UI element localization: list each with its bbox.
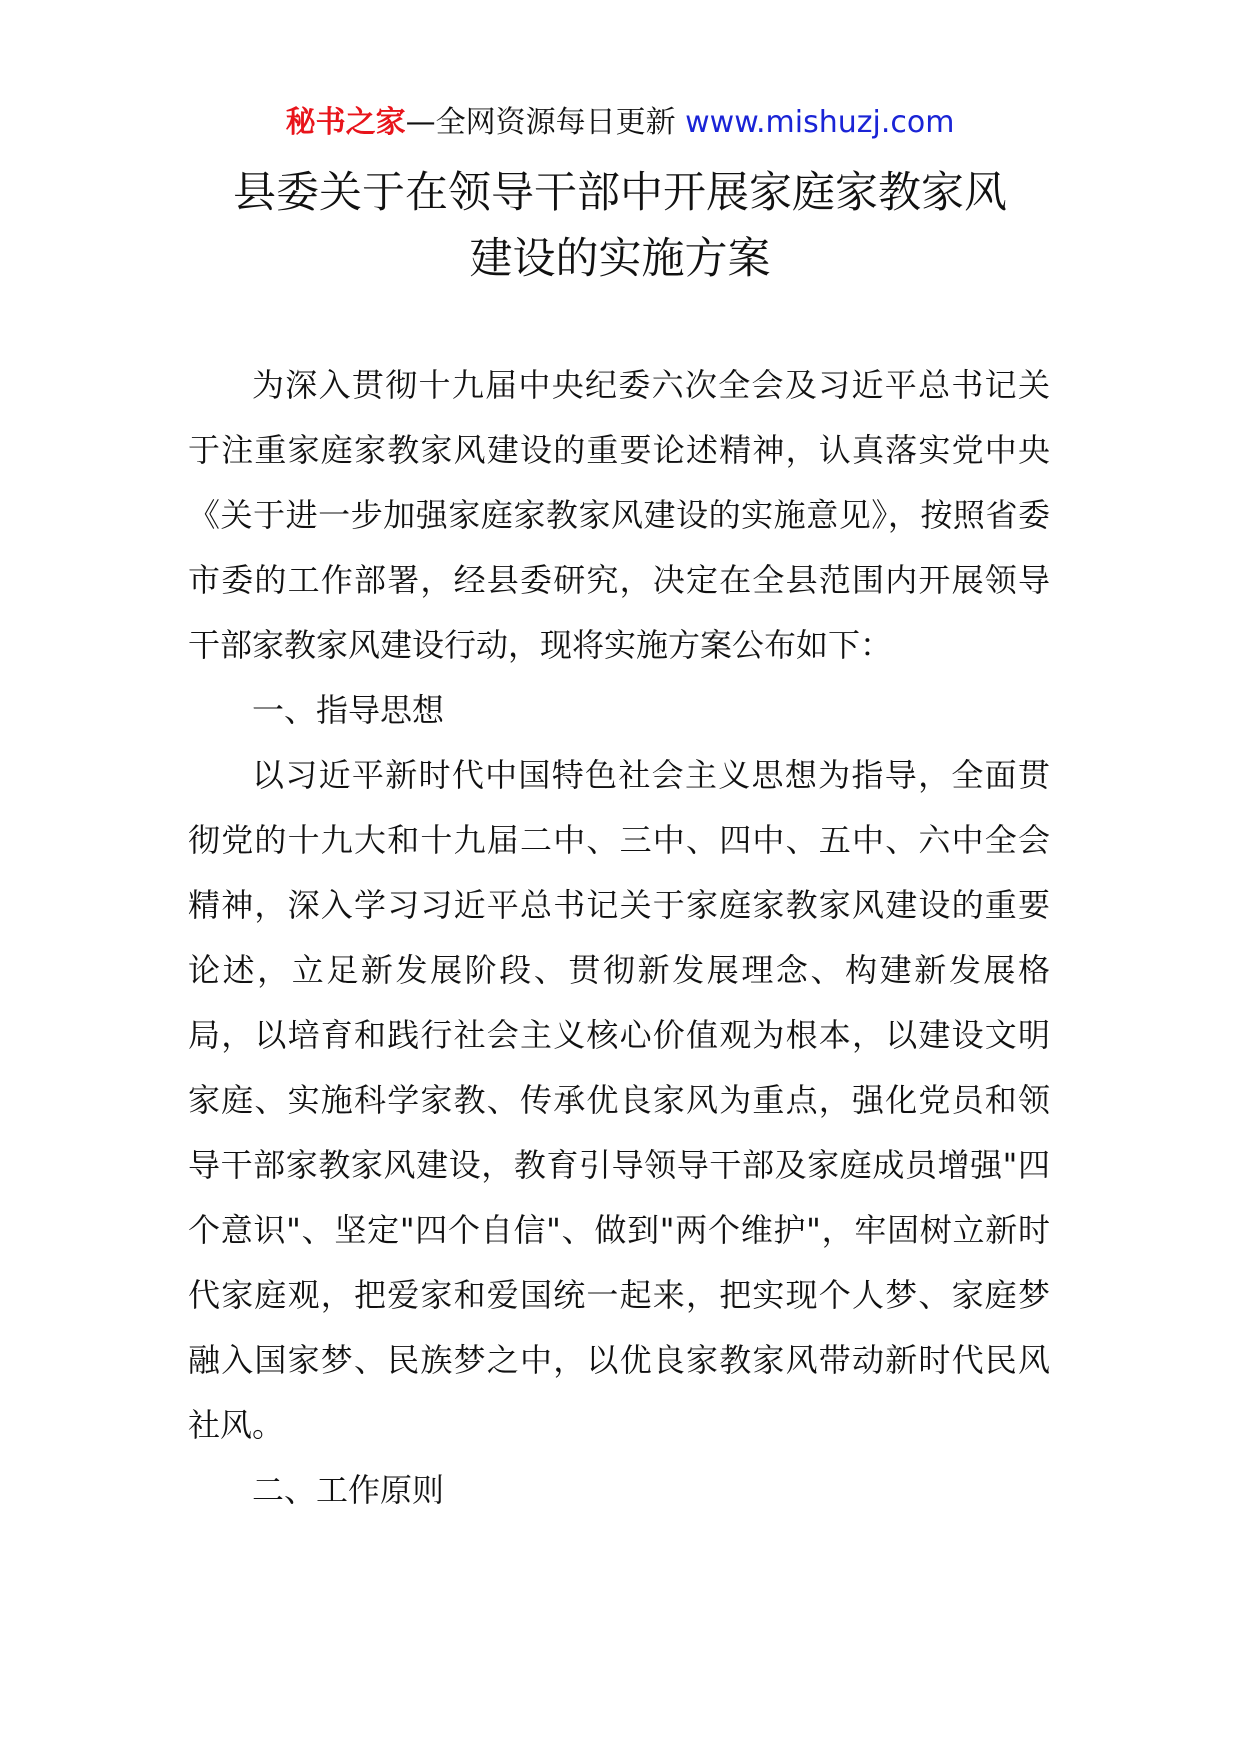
title-line-1: 县委关于在领导干部中开展家庭家教家风 xyxy=(233,168,1007,218)
intro-paragraph: 为深入贯彻十九届中央纪委六次全会及习近平总书记关于注重家庭家教家风建设的重要论述精神，认真落实党中央《关于进一步加强家庭家教家风建设的实施意见》，按照省委市委的工作部署，经县委研究，决定在全县范围内开展领导干部家教家风建设行动，现将实施方案公布如下： xyxy=(188,366,1050,664)
section-heading-1: 一、指导思想 xyxy=(252,691,445,729)
site-url-link[interactable]: www.mishuzj.com xyxy=(685,105,955,140)
site-banner xyxy=(0,100,1240,146)
section-heading-2: 二、工作原则 xyxy=(252,1471,445,1509)
title-line-2: 建设的实施方案 xyxy=(469,234,771,284)
brand-name: 秘书之家 xyxy=(285,105,406,140)
banner-slogan: —全网资源每日更新 xyxy=(405,105,686,140)
document-title xyxy=(0,160,1240,292)
section-paragraph-1: 以习近平新时代中国特色社会主义思想为指导，全面贯彻党的十九大和十九届二中、三中、四中、五中、六中全会精神，深入学习习近平总书记关于家庭家教家风建设的重要论述，立足新发展阶段、贯彻新发展理念、构建新发展格局，以培育和践行社会主义核心价值观为根本，以建设文明家庭、实施科学家教、传承优良家风为重点，强化党员和领导干部家教家风建设，教育引导领导干部及家庭成员增强"四个意识"、坚定"四个自信"、做到"两个维护"，牢固树立新时代家庭观，把爱家和爱国统一起来，把实现个人梦、家庭梦融入国家梦、民族梦之中，以优良家教家风带动新时代民风社风。 xyxy=(188,756,1050,1444)
document-body xyxy=(188,353,1050,1523)
